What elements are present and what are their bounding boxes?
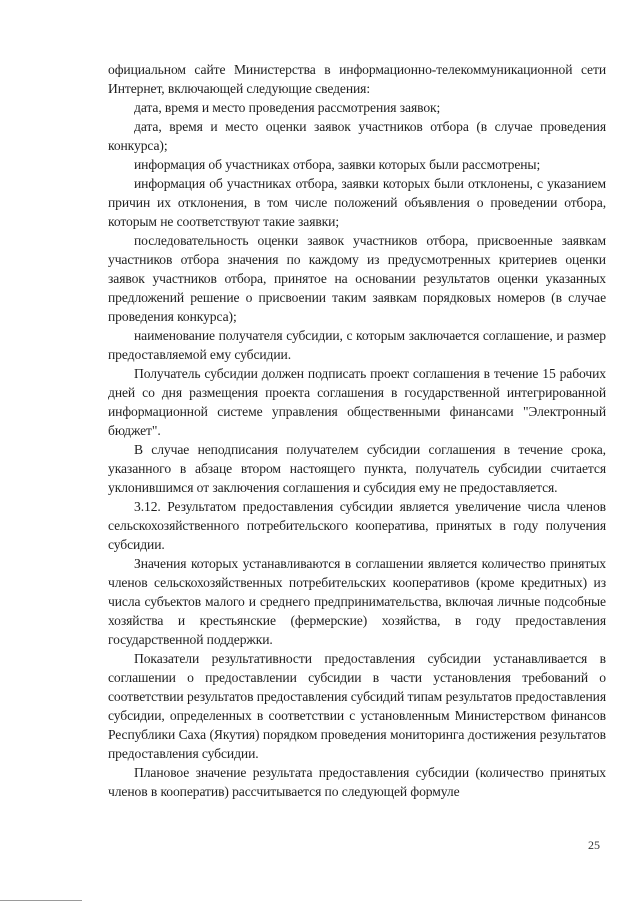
page-number: 25	[588, 838, 600, 852]
paragraph-10: 3.12. Результатом предоставления субсидии является увеличение числа членов сельскохозяйственного потребительского кооператива, принятых в году получения субсидии.	[108, 499, 606, 552]
paragraph-3: дата, время и место оценки заявок участников отбора (в случае проведения конкурса);	[108, 119, 606, 153]
paragraph-9: В случае неподписания получателем субсидии соглашения в течение срока, указанного в абзаце втором настоящего пункта, получатель субсидии считается уклонившимся от заключения соглашения и субсидия ему не предоставляется.	[108, 442, 606, 495]
paragraph-7: наименование получателя субсидии, с которым заключается соглашение, и размер предоставляемой ему субсидии.	[108, 328, 606, 362]
paragraph-5: информация об участниках отбора, заявки которых были отклонены, с указанием причин их отклонения, в том числе положений объявления о проведении отбора, которым не соответствуют такие заявки;	[108, 176, 606, 229]
scan-edge-line	[0, 900, 82, 901]
paragraph-2: дата, время и место проведения рассмотрения заявок;	[134, 100, 441, 115]
paragraph-6: последовательность оценки заявок участников отбора, присвоенные заявкам участников отбора значения по каждому из предусмотренных критериев оценки заявок участников отбора, принятое на основании результатов оценки указанных предложений решение о присвоении таким заявкам порядковых номеров (в случае проведения конкурса);	[108, 233, 606, 324]
paragraph-4: информация об участниках отбора, заявки которых были рассмотрены;	[134, 157, 541, 172]
document-body	[108, 60, 606, 801]
paragraph-12: Показатели результативности предоставления субсидии устанавливается в соглашении о предоставлении субсидии в части установления требований о соответствии результатов предоставления субсидий типам результатов предоставления субсидии, определенных в соответствии с установленным Министерством финансов Республики Саха (Якутия) порядком проведения мониторинга достижения результатов предоставления субсидии.	[108, 651, 606, 761]
paragraph-11: Значения которых устанавливаются в соглашении является количество принятых членов сельскохозяйственных потребительских кооперативов (кроме кредитных) из числа субъектов малого и среднего предпринимательства, включая личные подсобные хозяйства и крестьянские (фермерские) хозяйства, в году предоставления государственной поддержки.	[108, 556, 606, 647]
paragraph-1: официальном сайте Министерства в информационно-телекоммуникационной сети Интернет, включающей следующие сведения:	[108, 62, 606, 96]
paragraph-13: Плановое значение результата предоставления субсидии (количество принятых членов в кооператив) рассчитывается по следующей формуле	[108, 765, 606, 799]
paragraph-8: Получатель субсидии должен подписать проект соглашения в течение 15 рабочих дней со дня размещения проекта соглашения в государственной интегрированной информационной системе управления общественными финансами "Электронный бюджет".	[108, 366, 606, 438]
